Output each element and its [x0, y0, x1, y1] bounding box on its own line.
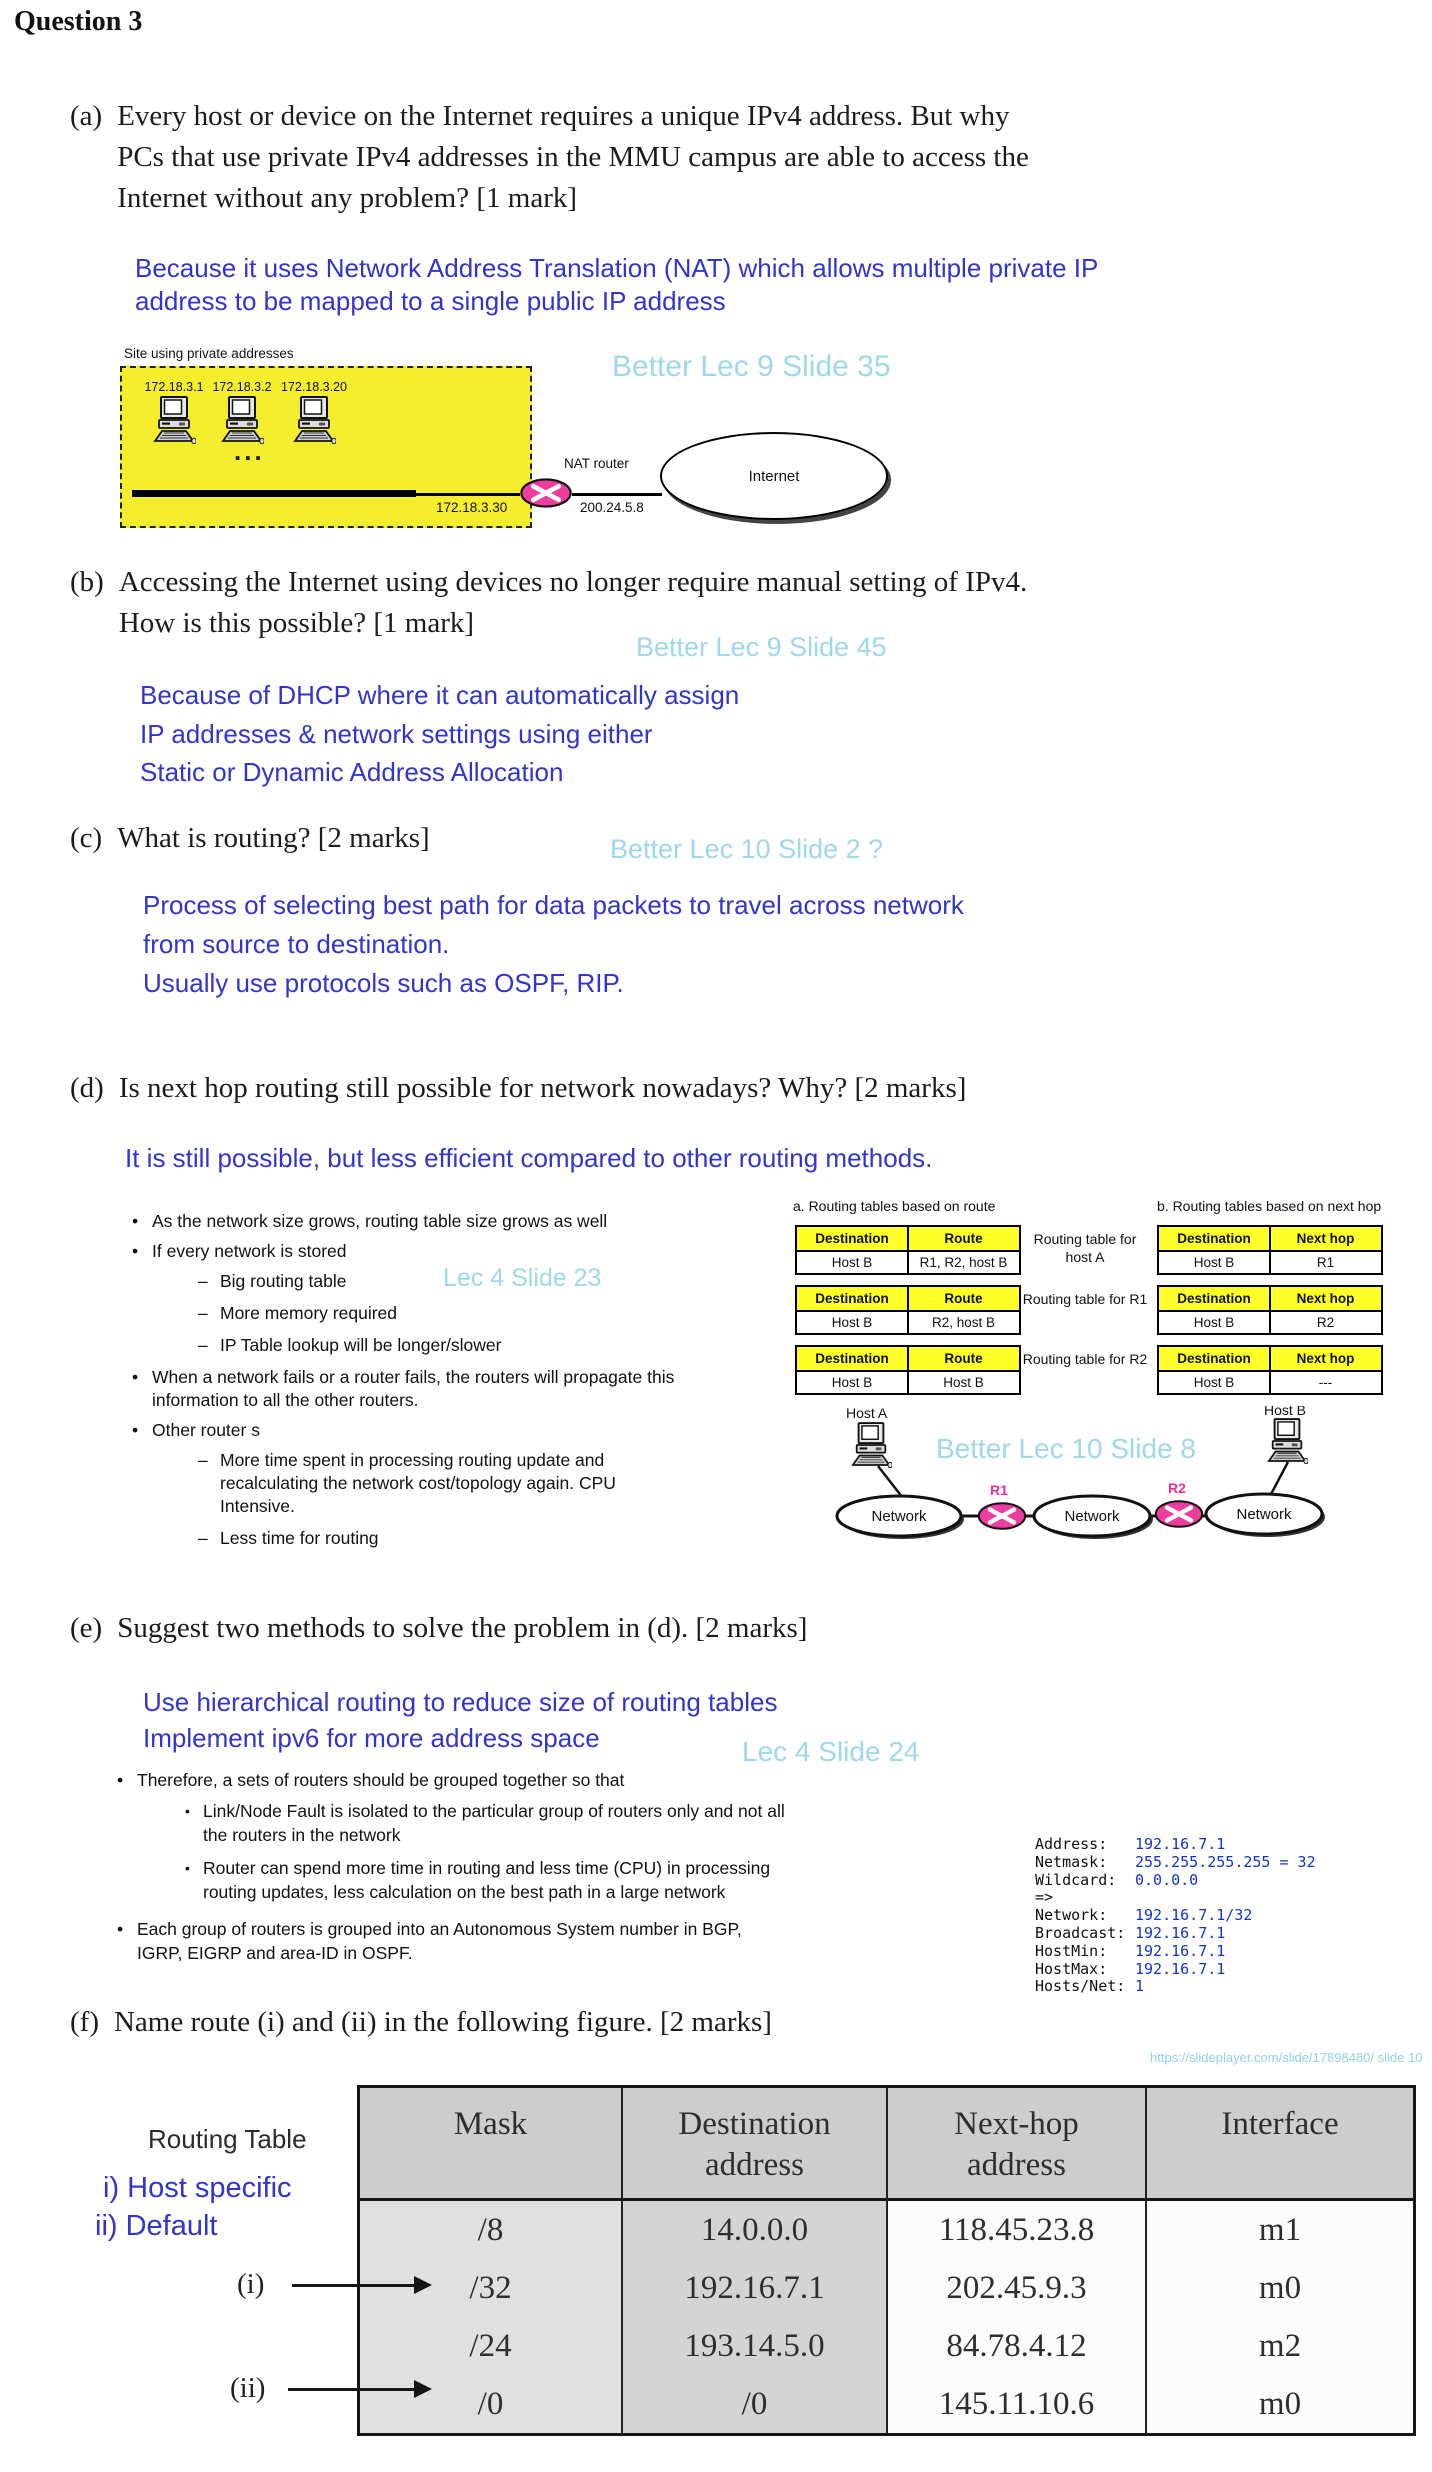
- tables-b-title: b. Routing tables based on next hop: [1157, 1198, 1382, 1214]
- outside-ip-label: 200.24.5.8: [580, 500, 644, 515]
- cell-iface-2: m0: [1147, 2259, 1413, 2317]
- question-c: [70, 818, 430, 859]
- routing-table-side-label: Routing Table: [148, 2124, 307, 2154]
- ellipsis: ...: [234, 436, 265, 466]
- note-e: Lec 4 Slide 24: [742, 1736, 920, 1767]
- d-bullet-2-sub3: – IP Table lookup will be longer/slower: [198, 1334, 690, 1357]
- d-bullet-4: • Other router s – More time spent in processing routing update and recalculating the network cost/topology again. CPU Intensive. – Less time for routing: [128, 1419, 793, 1550]
- nexthop-table-R1: Destination Next hop Host B R2: [1157, 1285, 1383, 1335]
- d-bullet-3: • When a network fails or a router fails, the routers will propagate this information to all the other routers.: [128, 1366, 793, 1412]
- net2-label: Network: [1064, 1508, 1120, 1525]
- cell-nexthop-3: 84.78.4.12: [888, 2317, 1147, 2375]
- annotation-host-specific: i) Host specific: [103, 2172, 292, 2204]
- routing-tables-figure: [785, 1198, 1432, 1408]
- route-table-R2: Destination Route Host B Host B: [795, 1345, 1021, 1395]
- answer-a-line2: address to be mapped to a single public IP address: [135, 286, 726, 316]
- cell-mask-4: /0: [360, 2375, 623, 2433]
- host-b-icon: [1269, 1419, 1308, 1464]
- d-slide-bullets: [128, 1210, 793, 1559]
- router-r2-icon: [1156, 1501, 1202, 1527]
- cell-mask-3: /24: [360, 2317, 623, 2375]
- ipcalc-block: Address: 192.16.7.1 Netmask: 255.255.255.255 = 32 Wildcard: 0.0.0.0 => Network: 192.16.7.1/32 Broadcast: 192.16.7.1 HostMin: 192.16.7.1 HostMax: 192.16.7.1 Hosts/Net: 1: [1035, 1835, 1316, 1996]
- header-nexthop: Next-hop address: [888, 2088, 1147, 2201]
- question-b-text: [119, 562, 1027, 644]
- host-b-label: Host B: [1264, 1406, 1307, 1418]
- question-a-text: [117, 96, 1029, 219]
- header-interface: Interface: [1147, 2088, 1413, 2201]
- question-f: [70, 2002, 772, 2043]
- r2-label: R2: [1168, 1480, 1186, 1496]
- router-r1-icon: [979, 1503, 1025, 1529]
- d-bullet-4-sub2: – Less time for routing: [198, 1527, 690, 1550]
- question-e-line1: Suggest two methods to solve the problem in (d). [2 marks]: [117, 1612, 808, 1644]
- question-d-line1: Is next hop routing still possible for network nowadays? Why? [2 marks]: [118, 1072, 967, 1104]
- nat-router-icon: [518, 476, 574, 510]
- net1-label: Network: [871, 1508, 927, 1525]
- cell-nexthop-2: 202.45.9.3: [888, 2259, 1147, 2317]
- answer-b-line2: IP addresses & network settings using either: [140, 718, 653, 749]
- cell-dest-2: 192.16.7.1: [623, 2259, 888, 2317]
- wire-to-internet: [572, 493, 662, 496]
- question-d-label: (d): [70, 1072, 104, 1104]
- header-destination: Destination address: [623, 2088, 888, 2201]
- question-d: [70, 1068, 966, 1109]
- arrow-i-line: [292, 2284, 414, 2287]
- routing-table: [357, 2085, 1416, 2436]
- note-a: Better Lec 9 Slide 35: [612, 350, 891, 383]
- answer-c-line3: Usually use protocols such as OSPF, RIP.: [143, 968, 624, 998]
- wire-to-router: [414, 493, 520, 496]
- cell-dest-3: 193.14.5.0: [623, 2317, 888, 2375]
- arrow-i-head: [414, 2276, 432, 2294]
- nexthop-table-R2: Destination Next hop Host B ---: [1157, 1345, 1383, 1395]
- question-b-label: (b): [70, 566, 104, 598]
- answer-c-line1: Process of selecting best path for data packets to travel across network: [143, 890, 964, 920]
- answer-a: [135, 252, 1098, 318]
- host-network-figure: [818, 1406, 1432, 1561]
- answer-b-line3: Static or Dynamic Address Allocation: [140, 757, 564, 787]
- inside-ip-label: 172.18.3.30: [436, 500, 508, 515]
- e-bullet-1-sub2: • Router can spend more time in routing and less time (CPU) in processing routing updates, less calculation on the best path in a large network: [183, 1856, 813, 1904]
- answer-a-line1: Because it uses Network Address Translation (NAT) which allows multiple private IP: [135, 253, 1099, 283]
- question-c-line1: What is routing? [2 marks]: [117, 822, 430, 854]
- caption-hostA: Routing table for host A: [1033, 1231, 1137, 1265]
- answer-e-line1: Use hierarchical routing to reduce size of routing tables: [143, 1687, 778, 1717]
- nexthop-table-hostA: Destination Next hop Host B R1: [1157, 1225, 1383, 1275]
- d-bullet-4-sub1: – More time spent in processing routing update and recalculating the network cost/topology again. CPU Intensive.: [198, 1449, 690, 1518]
- cell-iface-3: m2: [1147, 2317, 1413, 2375]
- tables-a-title: a. Routing tables based on route: [793, 1198, 996, 1214]
- r1-label: R1: [990, 1482, 1008, 1498]
- lan-bus: [132, 490, 416, 497]
- answer-b: [140, 676, 739, 792]
- internet-cloud: Internet: [660, 432, 888, 520]
- cell-mask-2: /32: [360, 2259, 623, 2317]
- answer-e: [143, 1684, 777, 1756]
- note-c: Better Lec 10 Slide 2 ?: [610, 834, 884, 864]
- d-bullet-2-sub1: – Big routing table: [198, 1270, 690, 1293]
- arrow-i-label: (i): [237, 2268, 265, 2300]
- pc-ip-2: 172.18.3.2: [212, 380, 272, 394]
- cell-iface-1: m1: [1147, 2201, 1413, 2259]
- arrow-ii-line: [288, 2388, 414, 2391]
- pc-icon: [292, 396, 336, 444]
- nat-diagram: [118, 344, 1030, 554]
- cell-nexthop-4: 145.11.10.6: [888, 2375, 1147, 2433]
- answer-d: [125, 1142, 932, 1175]
- question-a-line1: Every host or device on the Internet requires a unique IPv4 address. But why: [117, 100, 1010, 132]
- answer-b-line1: Because of DHCP where it can automatically assign: [140, 680, 740, 710]
- question-a-line2: PCs that use private IPv4 addresses in the MMU campus are able to access the: [117, 141, 1029, 173]
- d-bullet-1: • As the network size grows, routing table size grows as well: [128, 1210, 793, 1233]
- question-a: [70, 96, 1029, 219]
- host-a-label: Host A: [846, 1406, 888, 1421]
- caption-R2: Routing table for R2: [1022, 1351, 1148, 1367]
- question-a-line3: Internet without any problem? [1 mark]: [117, 182, 578, 214]
- cell-dest-1: 14.0.0.0: [623, 2201, 888, 2259]
- e-slide-bullets: [113, 1768, 1123, 1972]
- answer-d-line1: It is still possible, but less efficient compared to other routing methods.: [125, 1143, 933, 1173]
- question-e-label: (e): [70, 1612, 103, 1644]
- slideplayer-link[interactable]: https://slideplayer.com/slide/17898480/ slide 10: [1150, 2050, 1423, 2065]
- caption-R1: Routing table for R1: [1022, 1291, 1148, 1307]
- cell-nexthop-1: 118.45.23.8: [888, 2201, 1147, 2259]
- pc-ip-3: 172.18.3.20: [280, 380, 348, 394]
- cell-dest-4: /0: [623, 2375, 888, 2433]
- e-bullet-1: • Therefore, a sets of routers should be grouped together so that • Link/Node Fault is isolated to the particular group of routers only and not all the routers in the network • Router can spend more time in routing and less time (CPU) in processing routing updates, less calculation on the best path in a large network: [113, 1768, 1123, 1904]
- question-b-line1: Accessing the Internet using devices no longer require manual setting of IPv4.: [118, 566, 1028, 598]
- page-title: Question 3: [14, 6, 143, 37]
- arrow-ii-label: (ii): [230, 2372, 266, 2404]
- route-table-R1: Destination Route Host B R2, host B: [795, 1285, 1021, 1335]
- annotation-default: ii) Default: [95, 2210, 218, 2242]
- question-b-line2: How is this possible? [1 mark]: [118, 607, 475, 639]
- question-a-label: (a): [70, 100, 103, 132]
- pc-ip-1: 172.18.3.1: [144, 380, 204, 394]
- d-bullet-2-sub2: – More memory required: [198, 1302, 690, 1325]
- question-e: [70, 1608, 807, 1649]
- nat-router-label: NAT router: [564, 456, 629, 471]
- header-mask: Mask: [360, 2088, 623, 2201]
- question-f-label: (f): [70, 2006, 99, 2038]
- answer-e-line2: Implement ipv6 for more address space: [143, 1723, 600, 1753]
- cell-iface-4: m0: [1147, 2375, 1413, 2433]
- nat-caption: Site using private addresses: [124, 346, 294, 361]
- answer-c-line2: from source to destination.: [143, 929, 450, 959]
- question-c-label: (c): [70, 822, 103, 854]
- e-bullet-1-sub1: • Link/Node Fault is isolated to the particular group of routers only and not all the routers in the network: [183, 1799, 813, 1847]
- note-d-slide: Lec 4 Slide 23: [443, 1264, 602, 1292]
- route-table-hostA: Destination Route Host B R1, R2, host B: [795, 1225, 1021, 1275]
- pc-icon: [152, 396, 196, 444]
- net3-label: Network: [1236, 1506, 1292, 1523]
- cell-mask-1: /8: [360, 2201, 623, 2259]
- note-d-figure: Better Lec 10 Slide 8: [936, 1433, 1196, 1464]
- host-a-icon: [853, 1423, 892, 1468]
- answer-c: [143, 886, 964, 1003]
- question-f-line1: Name route (i) and (ii) in the following figure. [2 marks]: [113, 2006, 772, 2038]
- note-b: Better Lec 9 Slide 45: [636, 632, 887, 662]
- d-bullet-2: • If every network is stored – Big routing table – More memory required – IP Table lookup will be longer/slower: [128, 1240, 793, 1357]
- arrow-ii-head: [414, 2380, 432, 2398]
- e-bullet-2: • Each group of routers is grouped into an Autonomous System number in BGP, IGRP, EIGRP and area-ID in OSPF.: [113, 1917, 1123, 1965]
